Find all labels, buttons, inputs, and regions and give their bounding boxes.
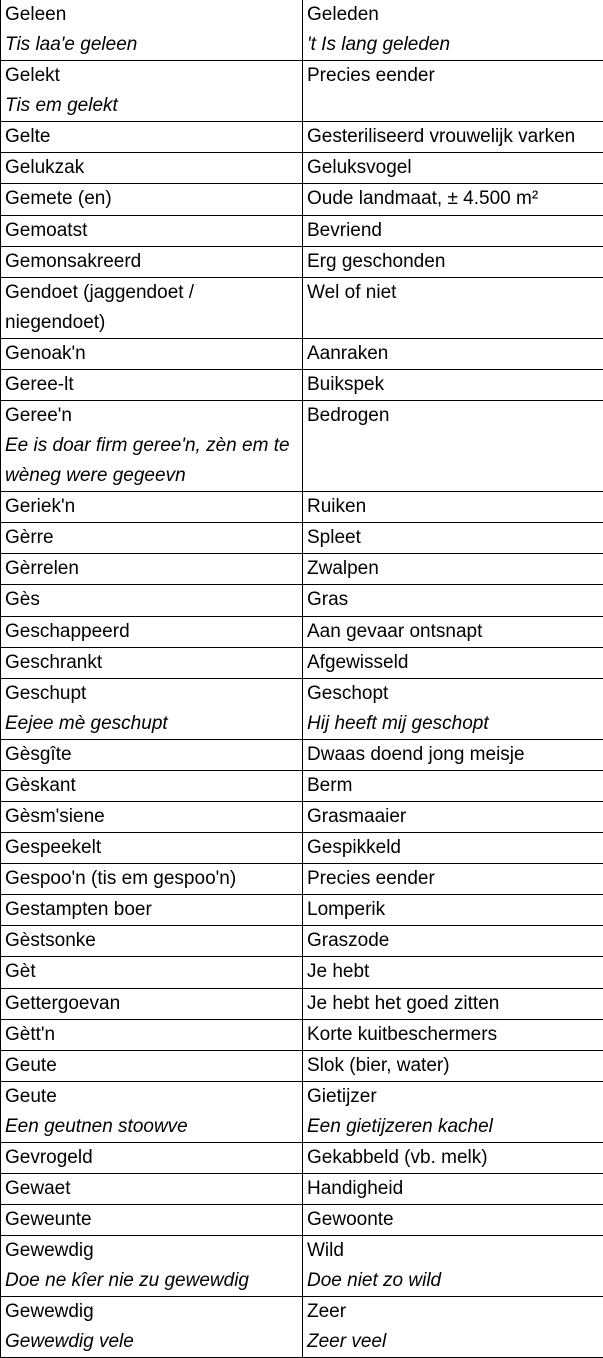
meaning-cell xyxy=(303,554,603,585)
term-cell xyxy=(1,554,303,585)
table-row xyxy=(1,1205,603,1236)
meaning-cell xyxy=(303,833,603,864)
meaning-text: Dwaas doend jong meisje xyxy=(307,740,600,770)
table-row xyxy=(1,895,603,926)
term-cell xyxy=(1,770,303,801)
meaning-text: Gras xyxy=(307,585,600,615)
meaning-text: Gewoonte xyxy=(307,1205,600,1235)
term-text: Geweunte xyxy=(5,1205,299,1235)
table-row xyxy=(1,523,603,554)
meaning-cell xyxy=(303,647,603,678)
term-text: Gèrrelen xyxy=(5,554,299,584)
term-text: Geree-lt xyxy=(5,370,299,400)
meaning-cell xyxy=(303,215,603,246)
meaning-cell xyxy=(303,585,603,616)
meaning-cell xyxy=(303,770,603,801)
term-text: Geute xyxy=(5,1051,299,1081)
meaning-text: Zwalpen xyxy=(307,554,600,584)
meaning-cell xyxy=(303,246,603,277)
meaning-cell xyxy=(303,616,603,647)
meaning-text: Je hebt xyxy=(307,957,600,987)
meaning-example: Doe niet zo wild xyxy=(307,1266,600,1296)
term-text: Gespoo'n (tis em gespoo'n) xyxy=(5,864,299,894)
meaning-text: Bevriend xyxy=(307,216,600,246)
table-row xyxy=(1,1081,603,1142)
meaning-text: Bedrogen xyxy=(307,401,600,431)
term-text: Gewaet xyxy=(5,1174,299,1204)
meaning-cell xyxy=(303,988,603,1019)
term-cell xyxy=(1,585,303,616)
meaning-text: Spleet xyxy=(307,523,600,553)
term-text: Gemonsakreerd xyxy=(5,247,299,277)
term-cell xyxy=(1,988,303,1019)
meaning-text: Zeer xyxy=(307,1297,600,1327)
term-text: Gèrre xyxy=(5,523,299,553)
term-cell xyxy=(1,678,303,739)
meaning-text: Slok (bier, water) xyxy=(307,1051,600,1081)
meaning-cell xyxy=(303,184,603,215)
term-example: Eejee mè geschupt xyxy=(5,709,299,739)
meaning-text: Korte kuitbeschermers xyxy=(307,1020,600,1050)
term-text: Geschrankt xyxy=(5,648,299,678)
term-text: Geriek'n xyxy=(5,492,299,522)
term-text: Gelte xyxy=(5,122,299,152)
table-row xyxy=(1,369,603,400)
meaning-text: Wild xyxy=(307,1236,600,1266)
term-text: Gèsm'siene xyxy=(5,802,299,832)
table-row xyxy=(1,401,603,492)
term-cell xyxy=(1,1205,303,1236)
meaning-text: Erg geschonden xyxy=(307,247,600,277)
table-row xyxy=(1,957,603,988)
term-example: Tis em gelekt xyxy=(5,91,299,121)
meaning-cell xyxy=(303,492,603,523)
meaning-text: Precies eender xyxy=(307,864,600,894)
table-row xyxy=(1,1173,603,1204)
meaning-text: Berm xyxy=(307,771,600,801)
term-cell xyxy=(1,1050,303,1081)
term-cell xyxy=(1,277,303,338)
meaning-cell xyxy=(303,802,603,833)
meaning-text: Grasmaaier xyxy=(307,802,600,832)
table-row xyxy=(1,61,603,122)
meaning-cell xyxy=(303,678,603,739)
table-row xyxy=(1,215,603,246)
table-row xyxy=(1,1050,603,1081)
term-text: Gevrogeld xyxy=(5,1143,299,1173)
term-example: Gewewdig vele xyxy=(5,1327,299,1357)
meaning-cell xyxy=(303,864,603,895)
meaning-cell xyxy=(303,895,603,926)
term-example: Doe ne kîer nie zu gewewdig xyxy=(5,1266,299,1296)
term-cell xyxy=(1,647,303,678)
term-text: Gès xyxy=(5,585,299,615)
meaning-text: Afgewisseld xyxy=(307,648,600,678)
meaning-text: Geschopt xyxy=(307,679,600,709)
glossary-body xyxy=(1,0,603,1358)
meaning-text: Handigheid xyxy=(307,1174,600,1204)
table-row xyxy=(1,1142,603,1173)
meaning-cell xyxy=(303,957,603,988)
meaning-text: Wel of niet xyxy=(307,278,600,308)
meaning-text: Gietijzer xyxy=(307,1082,600,1112)
meaning-cell xyxy=(303,122,603,153)
term-cell xyxy=(1,1019,303,1050)
table-row xyxy=(1,833,603,864)
meaning-text: Buikspek xyxy=(307,370,600,400)
meaning-cell xyxy=(303,1050,603,1081)
term-text: Geleen xyxy=(5,0,299,30)
term-text: Gelukzak xyxy=(5,153,299,183)
meaning-cell xyxy=(303,1019,603,1050)
term-cell xyxy=(1,1173,303,1204)
term-cell xyxy=(1,246,303,277)
term-text: Gèstsonke xyxy=(5,926,299,956)
table-row xyxy=(1,739,603,770)
meaning-text: Ruiken xyxy=(307,492,600,522)
term-text: Gettergoevan xyxy=(5,989,299,1019)
term-text: Geute xyxy=(5,1082,299,1112)
meaning-example: 't Is lang geleden xyxy=(307,30,600,60)
meaning-text: Gesteriliseerd vrouwelijk varken xyxy=(307,122,600,152)
table-row xyxy=(1,1019,603,1050)
meaning-text: Aanraken xyxy=(307,339,600,369)
term-text: Gelekt xyxy=(5,61,299,91)
meaning-text: Lomperik xyxy=(307,895,600,925)
meaning-cell xyxy=(303,369,603,400)
meaning-text: Aan gevaar ontsnapt xyxy=(307,617,600,647)
term-example: Tis laa'e geleen xyxy=(5,30,299,60)
term-cell xyxy=(1,523,303,554)
meaning-text: Gekabbeld (vb. melk) xyxy=(307,1143,600,1173)
table-row xyxy=(1,926,603,957)
term-text: Geschupt xyxy=(5,679,299,709)
term-cell xyxy=(1,957,303,988)
term-cell xyxy=(1,1236,303,1297)
table-row xyxy=(1,616,603,647)
meaning-example: Zeer veel xyxy=(307,1327,600,1357)
meaning-cell xyxy=(303,61,603,122)
table-row xyxy=(1,770,603,801)
table-row xyxy=(1,802,603,833)
table-row xyxy=(1,153,603,184)
meaning-text: Oude landmaat, ± 4.500 m² xyxy=(307,184,600,214)
table-row xyxy=(1,1297,603,1358)
meaning-cell xyxy=(303,1081,603,1142)
table-row xyxy=(1,0,603,61)
term-example: Een geutnen stoowve xyxy=(5,1112,299,1142)
meaning-text: Geleden xyxy=(307,0,600,30)
term-cell xyxy=(1,1142,303,1173)
meaning-cell xyxy=(303,338,603,369)
table-row xyxy=(1,647,603,678)
term-cell xyxy=(1,802,303,833)
table-row xyxy=(1,1236,603,1297)
table-row xyxy=(1,246,603,277)
term-cell xyxy=(1,401,303,492)
term-cell xyxy=(1,739,303,770)
meaning-text: Gespikkeld xyxy=(307,833,600,863)
table-row xyxy=(1,864,603,895)
term-cell xyxy=(1,616,303,647)
meaning-cell xyxy=(303,1142,603,1173)
meaning-text: Graszode xyxy=(307,926,600,956)
meaning-example: Hij heeft mij geschopt xyxy=(307,709,600,739)
term-text: Gespeekelt xyxy=(5,833,299,863)
term-text: Gèskant xyxy=(5,771,299,801)
term-cell xyxy=(1,895,303,926)
term-cell xyxy=(1,1081,303,1142)
term-cell xyxy=(1,369,303,400)
term-cell xyxy=(1,215,303,246)
meaning-text: Precies eender xyxy=(307,61,600,91)
term-text: Gestampten boer xyxy=(5,895,299,925)
meaning-cell xyxy=(303,739,603,770)
table-row xyxy=(1,122,603,153)
term-cell xyxy=(1,122,303,153)
term-cell xyxy=(1,0,303,61)
term-cell xyxy=(1,926,303,957)
meaning-text: Je hebt het goed zitten xyxy=(307,989,600,1019)
term-text: Gèt xyxy=(5,957,299,987)
term-cell xyxy=(1,61,303,122)
term-text: Gewewdig xyxy=(5,1297,299,1327)
meaning-cell xyxy=(303,277,603,338)
meaning-text: Geluksvogel xyxy=(307,153,600,183)
term-text: Gewewdig xyxy=(5,1236,299,1266)
term-cell xyxy=(1,833,303,864)
meaning-cell xyxy=(303,1236,603,1297)
table-row xyxy=(1,585,603,616)
term-cell xyxy=(1,1297,303,1358)
term-cell xyxy=(1,864,303,895)
table-row xyxy=(1,277,603,338)
term-cell xyxy=(1,153,303,184)
term-text: Genoak'n xyxy=(5,339,299,369)
table-row xyxy=(1,554,603,585)
table-row xyxy=(1,678,603,739)
term-example: Ee is doar firm geree'n, zèn em te wèneg were gegeevn xyxy=(5,431,299,491)
meaning-cell xyxy=(303,1173,603,1204)
meaning-cell xyxy=(303,1205,603,1236)
table-row xyxy=(1,988,603,1019)
term-text: Gemete (en) xyxy=(5,184,299,214)
term-cell xyxy=(1,492,303,523)
term-text: Geree'n xyxy=(5,401,299,431)
meaning-cell xyxy=(303,0,603,61)
term-text: Geschappeerd xyxy=(5,617,299,647)
table-row xyxy=(1,338,603,369)
meaning-example: Een gietijzeren kachel xyxy=(307,1112,600,1142)
meaning-cell xyxy=(303,523,603,554)
term-text: Gendoet (jaggendoet / niegendoet) xyxy=(5,278,299,338)
meaning-cell xyxy=(303,1297,603,1358)
table-row xyxy=(1,492,603,523)
meaning-cell xyxy=(303,926,603,957)
term-cell xyxy=(1,338,303,369)
meaning-cell xyxy=(303,153,603,184)
term-text: Gètt'n xyxy=(5,1020,299,1050)
table-row xyxy=(1,184,603,215)
meaning-cell xyxy=(303,401,603,492)
term-cell xyxy=(1,184,303,215)
term-text: Gèsgîte xyxy=(5,740,299,770)
term-text: Gemoatst xyxy=(5,216,299,246)
